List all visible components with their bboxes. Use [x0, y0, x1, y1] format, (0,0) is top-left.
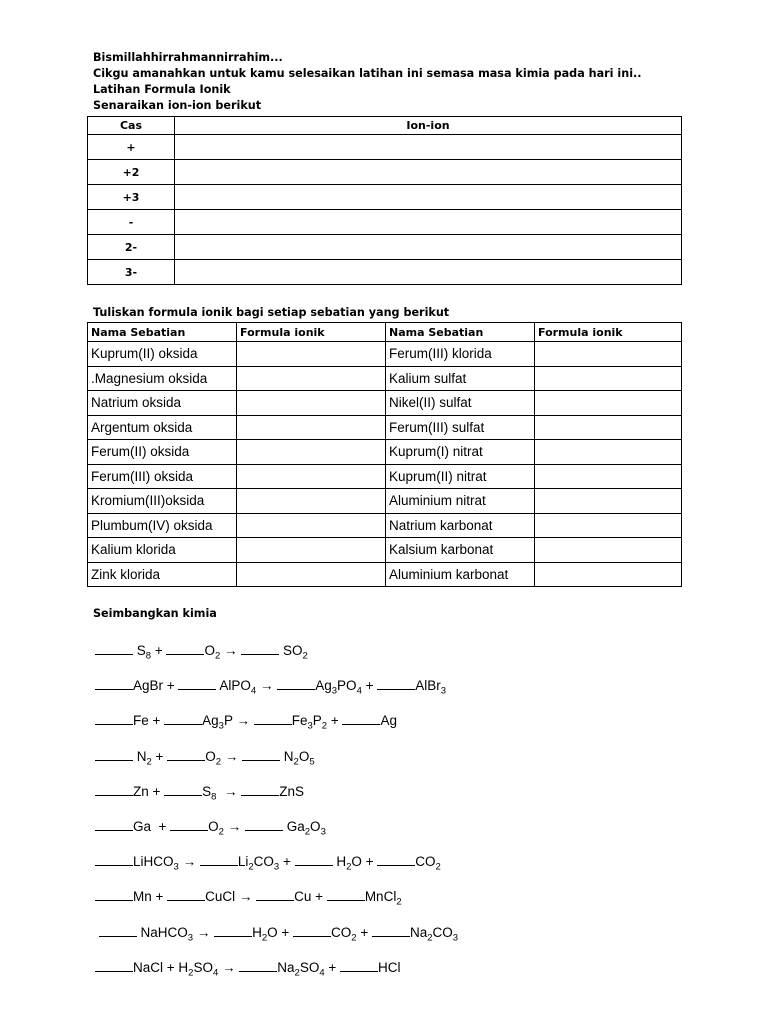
- subscript: 2: [293, 756, 299, 768]
- equation-row: [95, 677, 458, 712]
- formula-text: +: [327, 713, 343, 729]
- subscript: 4: [356, 685, 362, 697]
- formula-answer-cell[interactable]: [535, 489, 682, 514]
- coefficient-blank[interactable]: [95, 712, 133, 725]
- coefficient-blank[interactable]: [293, 924, 331, 937]
- table-row: [88, 185, 682, 210]
- charge-cell: 2-: [88, 235, 175, 260]
- formula-text: Li: [237, 854, 249, 870]
- table-row: [88, 160, 682, 185]
- formula-text: O: [208, 818, 219, 834]
- ions-answer-cell[interactable]: [175, 185, 682, 210]
- coefficient-blank[interactable]: [241, 783, 279, 796]
- coefficient-blank[interactable]: [256, 888, 294, 901]
- ions-answer-cell[interactable]: [175, 260, 682, 285]
- ionic-formula-prompt: Tuliskan formula ionik bagi setiap sebatian yang berikut: [93, 306, 450, 319]
- subscript: 2: [248, 861, 254, 873]
- formula-answer-cell[interactable]: [237, 391, 386, 416]
- coefficient-blank[interactable]: [95, 783, 133, 796]
- formula-text: Fe +: [133, 713, 165, 729]
- formula-text: Ag: [202, 713, 219, 729]
- column-header-ionic-formula: Formula ionik: [237, 323, 386, 342]
- formula-answer-cell[interactable]: [535, 366, 682, 391]
- coefficient-blank[interactable]: [241, 642, 279, 655]
- formula-text: CuCl →: [205, 889, 257, 905]
- formula-text: O +: [351, 854, 378, 870]
- subscript: 4: [212, 967, 219, 979]
- formula-text: Na: [277, 959, 295, 975]
- column-header-compound-name: Nama Sebatian: [88, 323, 237, 342]
- coefficient-blank[interactable]: [372, 924, 410, 937]
- compound-name-cell: Ferum(III) klorida: [386, 342, 535, 367]
- subscript: 4: [319, 967, 325, 979]
- formula-text: PO: [337, 678, 357, 694]
- formula-text: S: [133, 643, 146, 658]
- ions-answer-cell[interactable]: [175, 235, 682, 260]
- formula-answer-cell[interactable]: [535, 562, 682, 587]
- subscript: 2: [304, 826, 311, 838]
- coefficient-blank[interactable]: [95, 818, 133, 831]
- formula-text: O +: [267, 924, 294, 940]
- intro-greeting: Bismillahhirrahmannirrahim...: [93, 51, 283, 64]
- subscript: 2: [215, 756, 221, 768]
- formula-text: →: [216, 783, 242, 799]
- subscript: 2: [396, 897, 402, 908]
- coefficient-blank[interactable]: [377, 853, 415, 866]
- formula-answer-cell[interactable]: [535, 391, 682, 416]
- coefficient-blank[interactable]: [214, 924, 252, 937]
- formula-text: SO: [299, 959, 320, 975]
- formula-text: MnCl: [364, 889, 397, 905]
- equation-row: [95, 818, 458, 853]
- coefficient-blank[interactable]: [239, 959, 277, 972]
- charge-cell: +3: [88, 185, 175, 210]
- subscript: 4: [250, 685, 257, 697]
- formula-text: SO: [279, 643, 303, 658]
- coefficient-blank[interactable]: [340, 959, 378, 972]
- intro: [93, 50, 642, 114]
- formula-answer-cell[interactable]: [535, 513, 682, 538]
- ions-answer-cell[interactable]: [175, 135, 682, 160]
- equation-row: [95, 888, 458, 923]
- formula-text: P →: [223, 713, 254, 729]
- coefficient-blank[interactable]: [342, 712, 380, 725]
- formula-text: +: [324, 959, 341, 975]
- subscript: 8: [145, 650, 152, 662]
- formula-text: →: [221, 748, 243, 764]
- compound-name-cell: Ferum(III) sulfat: [386, 415, 535, 440]
- ion-charge-table: [87, 116, 682, 285]
- formula-text: +: [151, 748, 168, 764]
- column-header-cas: Cas: [88, 117, 175, 135]
- subscript: 2: [218, 826, 224, 838]
- subscript: 3: [320, 826, 326, 838]
- formula-answer-cell[interactable]: [237, 538, 386, 563]
- coefficient-blank[interactable]: [95, 748, 133, 761]
- subscript: 2: [321, 721, 328, 733]
- compound-name-cell: Plumbum(IV) oksida: [88, 513, 237, 538]
- subscript: 3: [218, 721, 224, 733]
- coefficient-blank[interactable]: [167, 748, 205, 761]
- equation-row: [95, 924, 458, 959]
- formula-text: P: [312, 713, 322, 729]
- column-header-compound-name: Nama Sebatian: [386, 323, 535, 342]
- formula-answer-cell[interactable]: [237, 415, 386, 440]
- formula-text: H: [252, 924, 262, 940]
- formula-text: S: [202, 783, 212, 799]
- formula-text: →: [256, 678, 278, 694]
- coefficient-blank[interactable]: [95, 959, 133, 972]
- charge-cell: +: [88, 135, 175, 160]
- subscript: 2: [214, 650, 221, 662]
- subscript: 2: [435, 861, 441, 873]
- formula-answer-cell[interactable]: [535, 538, 682, 563]
- formula-text: O: [310, 818, 321, 834]
- formula-answer-cell[interactable]: [237, 440, 386, 465]
- table-row: [88, 135, 682, 160]
- subscript: 3: [187, 932, 194, 944]
- formula-text: CO: [432, 924, 453, 940]
- subscript: 2: [146, 756, 152, 768]
- coefficient-blank[interactable]: [95, 853, 133, 866]
- table-row: [88, 366, 682, 391]
- coefficient-blank[interactable]: [242, 748, 280, 761]
- formula-text: O: [204, 643, 215, 658]
- coefficient-blank[interactable]: [200, 853, 238, 866]
- formula-text: O: [205, 748, 216, 764]
- formula-text: CO: [415, 854, 436, 870]
- formula-text: →: [218, 959, 240, 975]
- formula-text: H: [332, 854, 347, 870]
- compound-name-cell: Kalsium karbonat: [386, 538, 535, 563]
- formula-text: AlPO: [216, 678, 251, 694]
- formula-answer-cell[interactable]: [535, 464, 682, 489]
- compound-name-cell: Nikel(II) sulfat: [386, 391, 535, 416]
- subscript: 2: [302, 650, 308, 662]
- formula-text: →: [178, 854, 200, 870]
- table-row: [88, 391, 682, 416]
- formula-text: N: [280, 748, 294, 764]
- coefficient-blank[interactable]: [170, 818, 208, 831]
- table-row: [88, 538, 682, 563]
- formula-text: →: [220, 643, 242, 658]
- formula-text: →: [223, 818, 245, 834]
- formula-text: Zn +: [133, 783, 165, 799]
- subscript: 3: [173, 861, 179, 873]
- compound-name-cell: Zink klorida: [88, 562, 237, 587]
- coefficient-blank[interactable]: [327, 888, 365, 901]
- subscript: 3: [273, 861, 280, 873]
- ion-list-prompt: Senaraikan ion-ion berikut: [93, 99, 262, 112]
- coefficient-blank[interactable]: [377, 677, 415, 690]
- formula-text: LiHCO: [133, 854, 174, 870]
- table-row: [88, 440, 682, 465]
- coefficient-blank[interactable]: [164, 783, 202, 796]
- coefficient-blank[interactable]: [178, 677, 216, 690]
- table-row: [88, 489, 682, 514]
- formula-text: →: [193, 924, 215, 940]
- formula-text: +: [361, 678, 378, 694]
- table-row: [88, 210, 682, 235]
- coefficient-blank[interactable]: [254, 712, 292, 725]
- formula-text: AlBr: [415, 678, 441, 694]
- formula-text: Na: [409, 924, 428, 940]
- formula-text: Ag: [380, 713, 397, 729]
- subscript: 3: [331, 685, 338, 697]
- coefficient-blank[interactable]: [167, 888, 205, 901]
- table-row: [88, 260, 682, 285]
- subscript: 2: [188, 967, 194, 979]
- compound-name-cell: Aluminium karbonat: [386, 562, 535, 587]
- compound-name-cell: Natrium karbonat: [386, 513, 535, 538]
- column-header-ions: Ion-ion: [175, 117, 682, 135]
- formula-text: AgBr +: [133, 678, 179, 694]
- compound-name-cell: Kromium(III)oksida: [88, 489, 237, 514]
- subscript: 2: [351, 932, 357, 944]
- table-row: [88, 562, 682, 587]
- charge-cell: +2: [88, 160, 175, 185]
- compound-name-cell: Kuprum(II) oksida: [88, 342, 237, 367]
- formula-answer-cell[interactable]: [237, 366, 386, 391]
- coefficient-blank[interactable]: [95, 642, 133, 655]
- formula-answer-cell[interactable]: [237, 464, 386, 489]
- formula-answer-cell[interactable]: [237, 562, 386, 587]
- subscript: 3: [452, 932, 459, 944]
- formula-text: NaHCO: [136, 924, 188, 940]
- equation-list: [95, 642, 458, 994]
- compound-name-cell: Ferum(II) oksida: [88, 440, 237, 465]
- equation-row: [95, 853, 458, 888]
- table-row: [88, 342, 682, 367]
- equation-row: [95, 783, 458, 818]
- formula-answer-cell[interactable]: [535, 415, 682, 440]
- compound-name-cell: Natrium oksida: [88, 391, 237, 416]
- compound-name-cell: Kalium klorida: [88, 538, 237, 563]
- formula-text: Ag: [315, 678, 332, 694]
- subscript: 2: [346, 861, 352, 873]
- formula-text: CO: [331, 924, 352, 940]
- formula-text: +: [356, 924, 372, 940]
- charge-cell: 3-: [88, 260, 175, 285]
- formula-answer-cell[interactable]: [237, 489, 386, 514]
- formula-answer-cell[interactable]: [535, 342, 682, 367]
- compound-name-cell: Kalium sulfat: [386, 366, 535, 391]
- table-row: [88, 513, 682, 538]
- formula-text: Cu +: [294, 889, 327, 905]
- formula-answer-cell[interactable]: [237, 342, 386, 367]
- compound-name-cell: Aluminium nitrat: [386, 489, 535, 514]
- subscript: 3: [307, 721, 313, 733]
- formula-text: +: [151, 643, 167, 658]
- compound-name-cell: Kuprum(II) nitrat: [386, 464, 535, 489]
- formula-text: HCl: [378, 959, 401, 975]
- compound-name-cell: Kuprum(I) nitrat: [386, 440, 535, 465]
- subscript: 3: [440, 685, 447, 697]
- table-row: [88, 464, 682, 489]
- coefficient-blank[interactable]: [99, 924, 137, 937]
- formula-text: +: [279, 854, 295, 870]
- coefficient-blank[interactable]: [95, 888, 133, 901]
- compound-name-cell: .Magnesium oksida: [88, 366, 237, 391]
- equation-row: [95, 642, 458, 677]
- coefficient-blank[interactable]: [166, 642, 204, 655]
- exercise-title: Latihan Formula Ionik: [93, 83, 231, 96]
- equation-row: [95, 712, 458, 747]
- formula-text: Mn +: [133, 889, 168, 905]
- formula-text: O: [298, 748, 310, 764]
- formula-text: NaCl + H: [133, 959, 189, 975]
- charge-cell: -: [88, 210, 175, 235]
- subscript: 2: [427, 932, 433, 944]
- ionic-formula-table: [87, 322, 682, 587]
- compound-name-cell: Argentum oksida: [88, 415, 237, 440]
- subscript: 2: [294, 967, 300, 979]
- subscript: 8: [211, 791, 217, 803]
- formula-answer-cell[interactable]: [535, 440, 682, 465]
- ions-answer-cell[interactable]: [175, 210, 682, 235]
- intro-instruction: Cikgu amanahkan untuk kamu selesaikan latihan ini semasa masa kimia pada hari ini..: [93, 67, 642, 80]
- compound-name-cell: Ferum(III) oksida: [88, 464, 237, 489]
- formula-text: SO: [193, 959, 213, 975]
- formula-text: Fe: [291, 713, 308, 729]
- coefficient-blank[interactable]: [277, 677, 315, 690]
- table-row: [88, 415, 682, 440]
- equation-row: [95, 748, 458, 783]
- subscript: 2: [261, 932, 268, 944]
- equation-row: [95, 959, 458, 994]
- subscript: 5: [309, 756, 315, 768]
- table-row: [88, 235, 682, 260]
- formula-text: Ga +: [133, 818, 171, 834]
- coefficient-blank[interactable]: [295, 853, 333, 866]
- coefficient-blank[interactable]: [245, 818, 283, 831]
- coefficient-blank[interactable]: [164, 712, 202, 725]
- ions-answer-cell[interactable]: [175, 160, 682, 185]
- formula-text: Ga: [282, 818, 305, 834]
- formula-answer-cell[interactable]: [237, 513, 386, 538]
- balance-section-title: Seimbangkan kimia: [93, 607, 217, 620]
- column-header-ionic-formula: Formula ionik: [535, 323, 682, 342]
- formula-text: CO: [253, 854, 274, 870]
- formula-text: ZnS: [279, 783, 304, 799]
- formula-text: N: [133, 748, 147, 764]
- coefficient-blank[interactable]: [95, 677, 133, 690]
